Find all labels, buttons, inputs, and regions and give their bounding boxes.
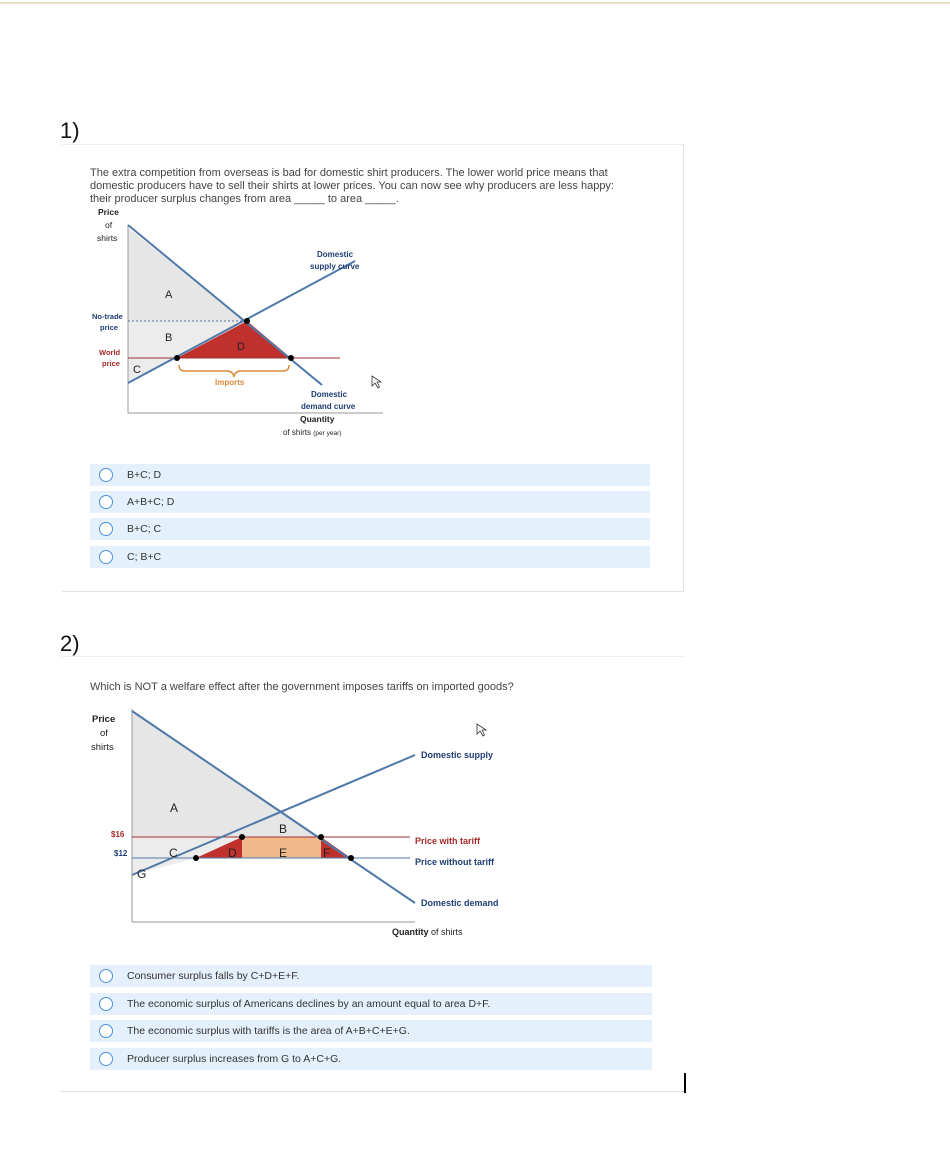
q2-point-supply-16 (239, 834, 245, 840)
question-1-supply-demand-graph (85, 205, 385, 445)
q1-demand-label-2: demand curve (301, 402, 356, 411)
top-border (0, 2, 950, 4)
q1-option-4-label: C; B+C (127, 551, 162, 563)
question-2-tariff-graph (85, 705, 535, 945)
q2-area-g-label: G (137, 867, 147, 881)
question-1-text-line-3: their producer surplus changes from area _____ to area _____. (90, 193, 399, 205)
q2-option-1-radio[interactable] (99, 969, 113, 983)
text-cursor-bar (684, 1073, 686, 1093)
q2-area-f-label: F (323, 846, 331, 860)
q1-area-b-label: B (165, 332, 173, 344)
q2-area-d-label: D (228, 846, 237, 860)
question-2-text: Which is NOT a welfare effect after the government imposes tariffs on imported goods? (90, 681, 514, 693)
mouse-pointer-icon (372, 376, 381, 388)
q2-option-3[interactable] (90, 1020, 652, 1042)
q1-world-price-label-1: World (99, 348, 121, 357)
question-1-text-line-2: domestic producers have to sell their shirts at lower prices. You can now see why producers are less happy: (90, 180, 614, 192)
q2-option-3-label: The economic surplus with tariffs is the area of A+B+C+E+G. (127, 1025, 410, 1037)
q2-option-3-radio[interactable] (99, 1024, 113, 1038)
q1-option-4-radio[interactable] (99, 550, 113, 564)
q2-option-2-label: The economic surplus of Americans declines by an amount equal to area D+F. (127, 998, 491, 1010)
q1-x-label-quantity: Quantity (300, 414, 335, 424)
q1-y-label-price: Price (98, 207, 119, 217)
q2-option-4[interactable] (90, 1048, 652, 1070)
q1-area-a-label: A (165, 289, 173, 301)
q2-option-4-label: Producer surplus increases from G to A+C+G. (127, 1053, 342, 1065)
q2-price-without-tariff-label: Price without tariff (415, 857, 495, 867)
q1-option-4[interactable] (90, 546, 650, 568)
q1-world-price-label-2: price (102, 359, 120, 368)
q1-imports-label: Imports (215, 378, 245, 387)
q1-option-1-label: B+C; D (127, 469, 162, 481)
question-1-number: 1) (60, 118, 80, 143)
q2-option-4-radio[interactable] (99, 1052, 113, 1066)
q1-x-label-of-shirts: of shirts (per year) (283, 428, 342, 437)
q2-price-12-label: $12 (114, 849, 128, 858)
q2-y-label-of: of (100, 728, 108, 739)
mouse-pointer-icon (477, 724, 486, 736)
q1-supply-world-point (174, 355, 180, 361)
q2-point-demand-12 (348, 855, 354, 861)
q1-equilibrium-point (244, 318, 250, 324)
q2-area-a-label: A (170, 801, 179, 815)
question-2-separator (62, 656, 684, 657)
q2-area-b-label: B (279, 822, 288, 836)
q2-y-label-price: Price (92, 714, 116, 725)
q1-supply-label-1: Domestic (317, 250, 354, 259)
q1-option-2-label: A+B+C; D (127, 496, 175, 508)
q1-no-trade-label-1: No-trade (92, 312, 123, 321)
q1-y-label-of: of (105, 220, 113, 230)
q1-imports-brace (179, 365, 289, 377)
q2-option-1[interactable] (90, 965, 652, 987)
q2-price-with-tariff-label: Price with tariff (415, 836, 481, 846)
q2-option-2-radio[interactable] (99, 997, 113, 1011)
q1-option-3[interactable] (90, 518, 650, 540)
q1-area-d-label: D (237, 341, 245, 353)
q2-domestic-demand-label: Domestic demand (421, 898, 499, 908)
q2-x-label: Quantity of shirts (392, 927, 463, 937)
q1-demand-label-1: Domestic (311, 390, 348, 399)
bottom-separator (60, 1091, 684, 1092)
q2-area-e-label: E (279, 846, 288, 860)
q1-area-c-label: C (133, 364, 141, 376)
question-1-text (90, 167, 660, 206)
q2-option-2[interactable] (90, 993, 652, 1015)
q1-option-1[interactable] (90, 464, 650, 486)
q2-point-supply-12 (193, 855, 199, 861)
q2-price-16-label: $16 (111, 830, 125, 839)
q1-y-label-shirts: shirts (97, 233, 118, 243)
q1-no-trade-label-2: price (100, 323, 118, 332)
q1-option-1-radio[interactable] (99, 468, 113, 482)
q2-area-c-label: C (169, 846, 178, 860)
q1-option-3-label: B+C; C (127, 523, 162, 535)
q2-y-label-shirts: shirts (91, 742, 114, 753)
q1-option-2[interactable] (90, 491, 650, 513)
q1-supply-label-2: supply curve (310, 262, 360, 271)
q1-demand-world-point (288, 355, 294, 361)
question-1-text-line-1: The extra competition from overseas is bad for domestic shirt producers. The lower world price means that (90, 167, 608, 179)
q2-domestic-supply-label: Domestic supply (421, 750, 494, 760)
q1-option-3-radio[interactable] (99, 522, 113, 536)
q2-option-1-label: Consumer surplus falls by C+D+E+F. (127, 970, 300, 982)
q1-option-2-radio[interactable] (99, 495, 113, 509)
q2-point-demand-16 (318, 834, 324, 840)
question-2-number: 2) (60, 631, 80, 656)
